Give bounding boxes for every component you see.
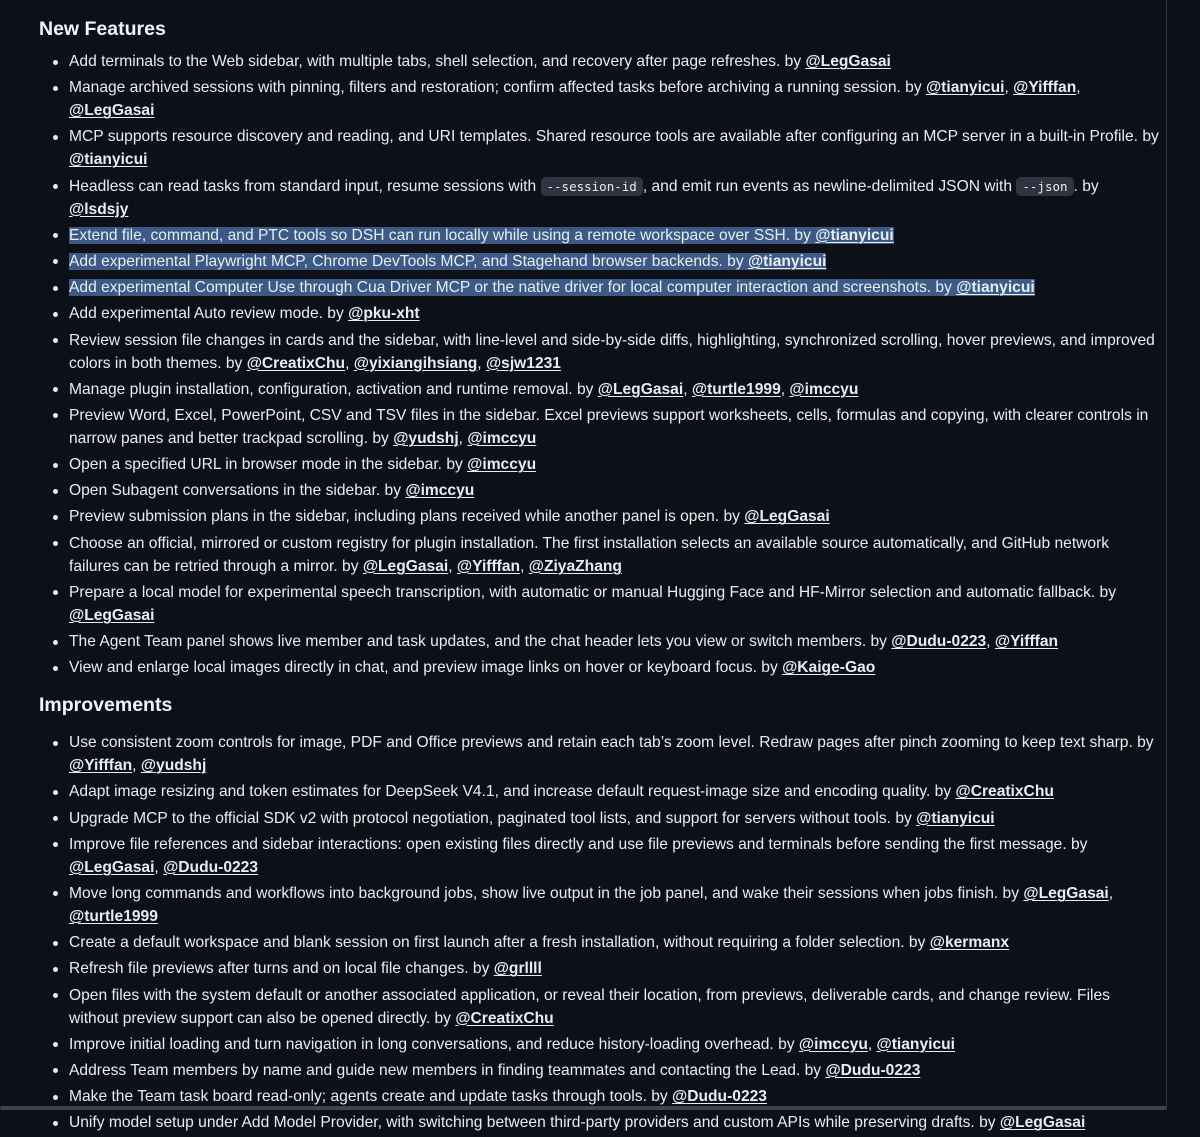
list-item: Headless can read tasks from standard input, resume sessions with --session-id , and emit run events as newline-delimited JSON with --json . by @lsdsjy: [39, 175, 1159, 221]
user-link[interactable]: @imccyu: [405, 482, 475, 500]
list-item: Refresh file previews after turns and on local file changes. by @grllll: [39, 957, 1159, 980]
user-link[interactable]: @LegGasai: [597, 380, 684, 398]
selected-text: Add experimental Playwright MCP, Chrome DevTools MCP, and Stagehand browser backends. by @tianyicui: [69, 252, 827, 270]
content-border-right: [1166, 0, 1167, 1110]
user-link[interactable]: @LegGasai: [1023, 884, 1109, 902]
list-item: Open files with the system default or another associated application, or reveal their location, from previews, deliverable cards, and change review. Files without preview support can also be opened directly. by @CreatixChu: [39, 984, 1159, 1030]
inline-code: --session-id: [541, 177, 643, 196]
list-item: Add experimental Auto review mode. by @pku-xht: [39, 302, 1159, 325]
section-heading-new-features: New Features: [39, 18, 166, 40]
user-link[interactable]: @LegGasai: [69, 102, 155, 120]
user-link[interactable]: @CreatixChu: [455, 1009, 554, 1027]
list-item: Use consistent zoom controls for image, PDF and Office previews and retain each tab’s zoom level. Redraw pages after pinch zooming to keep text sharp. by @Yifffan, @yudshj: [39, 731, 1159, 777]
user-link[interactable]: @turtle1999: [691, 380, 781, 398]
list-item: Create a default workspace and blank session on first launch after a fresh installation, without requiring a folder selection. by @kermanx: [39, 931, 1159, 954]
user-link[interactable]: @lsdsjy: [69, 200, 129, 218]
list-item: Move long commands and workflows into background jobs, show live output in the job panel, and wake their sessions when jobs finish. by @LegGasai, @turtle1999: [39, 882, 1159, 928]
user-link[interactable]: @Yifffan: [456, 557, 521, 575]
user-link[interactable]: @Yifffan: [1013, 79, 1077, 97]
user-link[interactable]: @tianyicui: [815, 226, 894, 244]
user-link[interactable]: @LegGasai: [69, 606, 155, 624]
list-item: Manage archived sessions with pinning, filters and restoration; confirm affected tasks before archiving a running session. by @tianyicui, @Yifffan, @LegGasai: [39, 76, 1159, 122]
list-item: Address Team members by name and guide new members in finding teammates and contacting the Lead. by @Dudu-0223: [39, 1059, 1159, 1082]
user-link[interactable]: @tianyicui: [925, 79, 1005, 97]
list-item: Review session file changes in cards and the sidebar, with line-level and side-by-side diffs, highlighting, synchronized scrolling, hover previews, and improved colors in both themes. by @CreatixChu, @yixiangihsiang, @sjw1231: [39, 329, 1159, 375]
user-link[interactable]: @tianyicui: [916, 809, 995, 827]
list-item: Improve file references and sidebar interactions: open existing files directly and use file previews and terminals before sending the first message. by @LegGasai, @Dudu-0223: [39, 833, 1159, 879]
list-item: View and enlarge local images directly in chat, and preview image links on hover or keyboard focus. by @Kaige-Gao: [39, 656, 1159, 679]
list-item: [39, 276, 1159, 299]
user-link[interactable]: @Kaige-Gao: [782, 659, 876, 677]
selected-text: Add experimental Computer Use through Cua Driver MCP or the native driver for local computer interaction and screenshots. by @tianyicui: [69, 279, 1035, 297]
user-link[interactable]: @tianyicui: [69, 151, 148, 169]
list-item: Add terminals to the Web sidebar, with multiple tabs, shell selection, and recovery after page refreshes. by @LegGasai: [39, 50, 1159, 73]
user-link[interactable]: @LegGasai: [744, 508, 830, 526]
user-link[interactable]: @imccyu: [798, 1035, 868, 1053]
user-link[interactable]: @ZiyaZhang: [528, 557, 622, 575]
user-link[interactable]: @yudshj: [140, 757, 207, 775]
list-item: [39, 224, 1159, 247]
list-item: Open a specified URL in browser mode in the sidebar. by @imccyu: [39, 453, 1159, 476]
user-link[interactable]: @Dudu-0223: [825, 1061, 921, 1079]
list-item: Make the Team task board read-only; agents create and update tasks through tools. by @Dudu-0223: [39, 1085, 1159, 1108]
user-link[interactable]: @Dudu-0223: [163, 858, 259, 876]
user-link[interactable]: @Dudu-0223: [891, 633, 987, 650]
user-link[interactable]: @yixiangihsiang: [353, 354, 478, 372]
new-features-list: [39, 50, 1159, 679]
list-item: Prepare a local model for experimental speech transcription, with automatic or manual Hugging Face and HF-Mirror selection and automatic fallback. by @LegGasai: [39, 581, 1159, 627]
list-item: Unify model setup under Add Model Provider, with switching between third-party providers and custom APIs while preserving drafts. by @LegGasai: [39, 1111, 1159, 1134]
user-link[interactable]: @tianyicui: [876, 1035, 955, 1053]
user-link[interactable]: @Yifffan: [994, 633, 1059, 650]
user-link[interactable]: @CreatixChu: [246, 354, 346, 372]
improvements-list: [39, 731, 1159, 1134]
release-notes: [39, 0, 1159, 1137]
user-link[interactable]: @sjw1231: [485, 354, 561, 372]
list-item: [39, 250, 1159, 273]
user-link[interactable]: @CreatixChu: [955, 783, 1054, 801]
user-link[interactable]: @pku-xht: [348, 305, 420, 323]
user-link[interactable]: @imccyu: [467, 456, 537, 474]
list-item: Manage plugin installation, configuration, activation and runtime removal. by @LegGasai, @turtle1999, @imccyu: [39, 378, 1159, 401]
user-link[interactable]: @Dudu-0223: [672, 1088, 767, 1106]
list-item: Open Subagent conversations in the sidebar. by @imccyu: [39, 479, 1159, 502]
section-heading-improvements: Improvements: [39, 694, 173, 717]
user-link[interactable]: @LegGasai: [805, 53, 891, 70]
list-item: Adapt image resizing and token estimates for DeepSeek V4.1, and increase default request-image size and encoding quality. by @CreatixChu: [39, 780, 1159, 803]
user-link[interactable]: @Yifffan: [69, 757, 133, 775]
list-item: Preview Word, Excel, PowerPoint, CSV and TSV files in the sidebar. Excel previews support worksheets, cells, formulas and copying, with clearer controls in narrow panes and better trackpad scrolling. by @yudshj, @imccyu: [39, 404, 1159, 450]
user-link[interactable]: @grllll: [493, 960, 542, 978]
list-item: The Agent Team panel shows live member and task updates, and the chat header lets you view or switch members. by @Dudu-0223, @Yifffan: [39, 630, 1159, 653]
user-link[interactable]: @LegGasai: [999, 1114, 1086, 1132]
list-item: Preview submission plans in the sidebar, including plans received while another panel is open. by @LegGasai: [39, 505, 1159, 528]
list-item: Improve initial loading and turn navigation in long conversations, and reduce history-loading overhead. by @imccyu, @tianyicui: [39, 1033, 1159, 1056]
user-link[interactable]: @tianyicui: [747, 252, 827, 270]
selected-text: Extend file, command, and PTC tools so DSH can run locally while using a remote workspace over SSH. by @tianyicui: [69, 226, 894, 244]
list-item: MCP supports resource discovery and reading, and URI templates. Shared resource tools are available after configuring an MCP server in a built-in Profile. by @tianyicui: [39, 125, 1159, 171]
user-link[interactable]: @yudshj: [393, 429, 459, 447]
user-link[interactable]: @LegGasai: [69, 858, 155, 876]
user-link[interactable]: @imccyu: [789, 380, 859, 398]
user-link[interactable]: @kermanx: [929, 934, 1010, 952]
list-item: Upgrade MCP to the official SDK v2 with protocol negotiation, paginated tool lists, and support for servers without tools. by @tianyicui: [39, 807, 1159, 830]
inline-code: --json: [1016, 177, 1073, 196]
user-link[interactable]: @turtle1999: [69, 907, 158, 925]
user-link[interactable]: @tianyicui: [956, 279, 1035, 297]
user-link[interactable]: @LegGasai: [362, 557, 449, 575]
list-item: Choose an official, mirrored or custom registry for plugin installation. The first installation selects an available source automatically, and GitHub network failures can be retried through a mirror. by @LegGasai, @Yifffan, @ZiyaZhang: [39, 532, 1159, 578]
user-link[interactable]: @imccyu: [467, 429, 537, 447]
